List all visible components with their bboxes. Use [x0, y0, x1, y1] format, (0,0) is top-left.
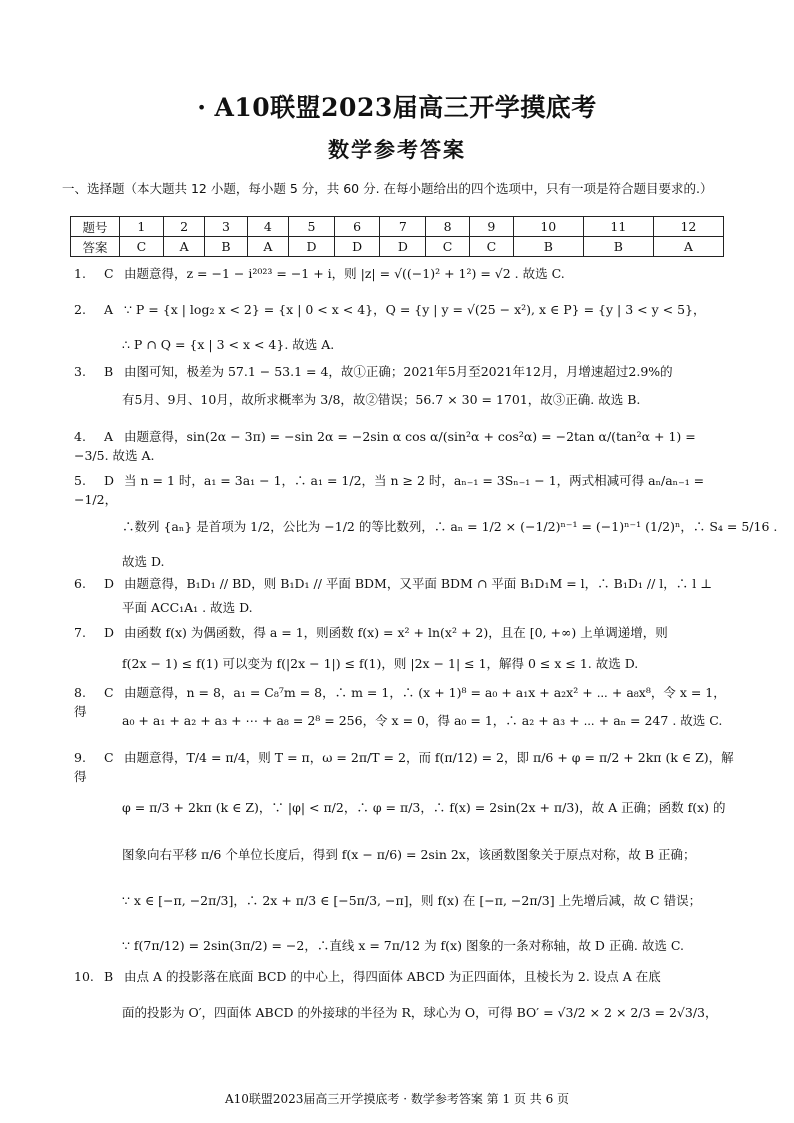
answer-cell: A — [247, 237, 289, 257]
number-cell: 9 — [469, 217, 513, 237]
solution-answer: C — [104, 750, 114, 765]
page-title — [0, 88, 794, 124]
number-cell: 10 — [513, 217, 583, 237]
answer-cell: D — [289, 237, 335, 257]
solution-10 — [74, 967, 734, 986]
solution-text: 由题意得，B₁D₁ // BD，则 B₁D₁ // 平面 BDM，又平面 BDM ∩ 平面 B₁D₁M = l，∴ B₁D₁ // l，∴ l ⊥ — [124, 576, 712, 591]
page-subtitle: 数学参考答案 — [328, 137, 466, 162]
solution-answer: C — [104, 685, 114, 700]
solution-answer: B — [104, 364, 114, 379]
answer-cell: B — [205, 237, 247, 257]
answer-cell: C — [120, 237, 164, 257]
solution-text: 由题意得，z = −1 − i²⁰²³ = −1 + i，则 |z| = √((−1)² + 1²) = √2 . 故选 C. — [124, 266, 565, 281]
answer-cell: B — [513, 237, 583, 257]
number-cell: 11 — [583, 217, 653, 237]
solution-6-continued: 平面 ACC₁A₁ . 故选 D. — [122, 600, 253, 615]
title-text: A10联盟2023届高三开学摸底考 — [214, 93, 597, 122]
number-cell: 4 — [247, 217, 289, 237]
solution-10-continued: 面的投影为 O′，四面体 ABCD 的外接球的半径为 R，球心为 O，可得 BO′ = √3/2 × 2 × 2/3 = 2√3/3， — [122, 1005, 718, 1020]
solution-7 — [74, 623, 734, 642]
solution-5-continued-2: 故选 D. — [122, 554, 165, 569]
answer-table — [70, 216, 724, 257]
solution-9-continued-3: ∵ x ∈ [−π, −2π/3]，∴ 2x + π/3 ∈ [−5π/3, −π]，则 f(x) 在 [−π, −2π/3] 上先增后减，故 C 错误； — [122, 893, 702, 908]
solution-answer: A — [104, 302, 114, 317]
answer-cell: C — [426, 237, 470, 257]
number-cell: 6 — [334, 217, 380, 237]
solution-text: 由题意得，sin(2α − 3π) = −sin 2α = −2sin α cos α/(sin²α + cos²α) = −2tan α/(tan²α + 1) = −3/5. 故选 A. — [74, 429, 696, 463]
solution-number: 5. — [74, 473, 86, 488]
solution-1 — [74, 264, 734, 283]
solution-5-continued: ∴数列 {aₙ} 是首项为 1/2，公比为 −1/2 的等比数列，∴ aₙ = 1/2 × (−1/2)ⁿ⁻¹ = (−1)ⁿ⁻¹ (1/2)ⁿ，∴ S₄ = 5/16 . — [122, 519, 778, 534]
solution-text: 由图可知，极差为 57.1 − 53.1 = 4，故①正确；2021年5月至2021年12月，月增速超过2.9%的 — [124, 364, 673, 379]
answer-cell: A — [163, 237, 205, 257]
number-cell: 7 — [380, 217, 426, 237]
solution-2 — [74, 300, 734, 319]
solution-5 — [74, 471, 734, 509]
answer-cell: C — [469, 237, 513, 257]
solution-text: 由函数 f(x) 为偶函数，得 a = 1，则函数 f(x) = x² + ln(x² + 2)，且在 [0, +∞) 上单调递增，则 — [124, 625, 668, 640]
solution-answer: C — [104, 266, 114, 281]
solution-number: 8. — [74, 685, 86, 700]
solution-3-continued: 有5月、9月、10月，故所求概率为 3/8，故②错误；56.7 × 30 = 1701，故③正确. 故选 B. — [122, 392, 641, 407]
solution-answer: D — [104, 473, 115, 488]
solution-text: 当 n = 1 时，a₁ = 3a₁ − 1，∴ a₁ = 1/2，当 n ≥ 2 时，aₙ₋₁ = 3Sₙ₋₁ − 1，两式相减可得 aₙ/aₙ₋₁ = −1/2， — [74, 473, 705, 507]
solution-number: 7. — [74, 625, 86, 640]
number-cell: 5 — [289, 217, 335, 237]
answer-table-number-row — [71, 217, 724, 237]
solution-text: 由题意得，T/4 = π/4，则 T = π，ω = 2π/T = 2，而 f(π/12) = 2，即 π/6 + φ = π/2 + 2kπ (k ∈ Z)，解得 — [74, 750, 734, 784]
solution-number: 1. — [74, 266, 86, 281]
solution-9 — [74, 748, 734, 786]
answer-cell: D — [380, 237, 426, 257]
answer-cell: B — [583, 237, 653, 257]
title-dot: · — [197, 93, 207, 122]
number-cell: 8 — [426, 217, 470, 237]
section-instruction: 一、选择题（本大题共 12 小题，每小题 5 分，共 60 分. 在每小题给出的四个选项中，只有一项是符合题目要求的.） — [62, 181, 713, 196]
solution-answer: D — [104, 625, 115, 640]
number-cell: 12 — [653, 217, 723, 237]
number-row-label: 题号 — [71, 217, 120, 237]
solution-number: 10. — [74, 969, 94, 984]
solution-number: 3. — [74, 364, 86, 379]
solution-number: 2. — [74, 302, 86, 317]
answer-table-answer-row — [71, 237, 724, 257]
solution-3 — [74, 362, 734, 381]
number-cell: 2 — [163, 217, 205, 237]
answer-row-label: 答案 — [71, 237, 120, 257]
answer-cell: D — [334, 237, 380, 257]
solution-9-continued: φ = π/3 + 2kπ (k ∈ Z)，∵ |φ| < π/2，∴ φ = π/3，∴ f(x) = 2sin(2x + π/3)，故 A 正确；函数 f(x) 的 — [122, 800, 726, 815]
solution-2-continued: ∴ P ∩ Q = {x | 3 < x < 4}. 故选 A. — [122, 337, 335, 352]
number-cell: 3 — [205, 217, 247, 237]
solution-answer: B — [104, 969, 114, 984]
solution-6 — [74, 574, 734, 593]
solution-text: 由题意得，n = 8，a₁ = C₈⁷m = 8，∴ m = 1，∴ (x + 1)⁸ = a₀ + a₁x + a₂x² + ⋯ + a₈x⁸，令 x = 1，得 — [74, 685, 726, 719]
solution-7-continued: f(2x − 1) ≤ f(1) 可以变为 f(|2x − 1|) ≤ f(1)，则 |2x − 1| ≤ 1，解得 0 ≤ x ≤ 1. 故选 D. — [122, 656, 639, 671]
solution-answer: A — [104, 429, 114, 444]
solution-4 — [74, 427, 734, 465]
solution-number: 9. — [74, 750, 86, 765]
solution-text: 由点 A 的投影落在底面 BCD 的中心上，得四面体 ABCD 为正四面体，且棱长为 2. 设点 A 在底 — [124, 969, 661, 984]
answer-cell: A — [653, 237, 723, 257]
solution-answer: D — [104, 576, 115, 591]
solution-number: 6. — [74, 576, 86, 591]
solution-9-continued-2: 图象向右平移 π/6 个单位长度后，得到 f(x − π/6) = 2sin 2x，该函数图象关于原点对称，故 B 正确； — [122, 847, 696, 862]
number-cell: 1 — [120, 217, 164, 237]
solution-9-continued-4: ∵ f(7π/12) = 2sin(3π/2) = −2，∴直线 x = 7π/12 为 f(x) 图象的一条对称轴，故 D 正确. 故选 C. — [122, 938, 684, 953]
solution-8-continued: a₀ + a₁ + a₂ + a₃ + ⋯ + a₈ = 2⁸ = 256，令 x = 0，得 a₀ = 1，∴ a₂ + a₃ + ⋯ + aₙ = 247 . 故选 C. — [122, 713, 723, 728]
solution-text: ∵ P = {x | log₂ x < 2} = {x | 0 < x < 4}，Q = {y | y = √(25 − x²), x ∈ P} = {y | 3 < y < 5}， — [124, 302, 706, 317]
page-footer: A10联盟2023届高三开学摸底考 · 数学参考答案 第 1 页 共 6 页 — [224, 1092, 570, 1106]
solution-number: 4. — [74, 429, 86, 444]
